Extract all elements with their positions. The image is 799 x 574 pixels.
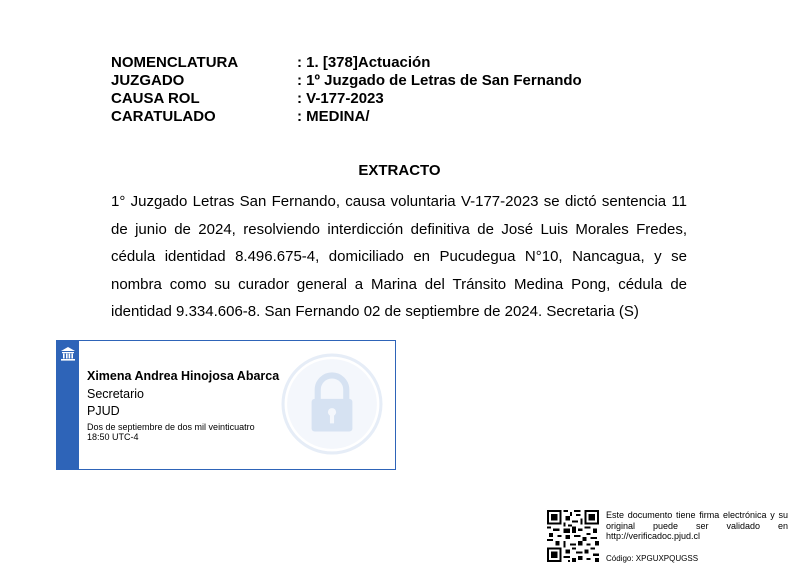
header-key: CARATULADO (111, 107, 216, 125)
section-title-text: EXTRACTO (358, 162, 441, 179)
header-row-nomenclatura (111, 53, 582, 71)
qr-code-icon (547, 510, 599, 562)
header-value: : V-177-2023 (297, 89, 384, 107)
section-title (0, 162, 799, 179)
header-key: CAUSA ROL (111, 89, 200, 107)
header-row-causa-rol (111, 89, 582, 107)
header-key: NOMENCLATURA (111, 53, 239, 71)
signature-date: Dos de septiembre de dos mil veinticuatro (87, 422, 255, 432)
signature-box (56, 340, 396, 470)
signer-role: Secretario (87, 387, 144, 401)
header-table (111, 53, 582, 125)
courthouse-icon (60, 346, 76, 362)
signature-time: 18:50 UTC-4 (87, 432, 139, 442)
header-row-juzgado (111, 71, 582, 89)
header-value: : 1º Juzgado de Letras de San Fernando (297, 71, 582, 89)
header-row-caratulado (111, 107, 582, 125)
signer-name: Ximena Andrea Hinojosa Abarca (87, 369, 280, 383)
verification-notice: Este documento tiene firma electrónica y su original puede ser validado en http://verificadoc.pjud.cl (606, 510, 788, 541)
header-value: : MEDINA/ (297, 107, 370, 125)
signer-organization: PJUD (87, 404, 120, 418)
verification-code: Código: XPGUXPQUGSS (606, 554, 699, 563)
header-key: JUZGADO (111, 71, 185, 89)
extract-body-text: 1° Juzgado Letras San Fernando, causa voluntaria V-177-2023 se dictó sentencia 11 de junio de 2024, resolviendo interdicción definitiva de José Luis Morales Fredes, cédula identidad 8.496.675-4, domiciliado en Pucudegua N°10, Nancagua, y se nombra como su curador general a Marina del Tránsito Medina Pong, cédula de identidad 9.334.606-8. San Fernando 02 de septiembre de 2024. Secretaria (S) (111, 193, 687, 320)
lock-icon (281, 353, 383, 455)
header-value: : 1. [378]Actuación (297, 53, 431, 71)
signature-accent-bar (57, 341, 79, 469)
